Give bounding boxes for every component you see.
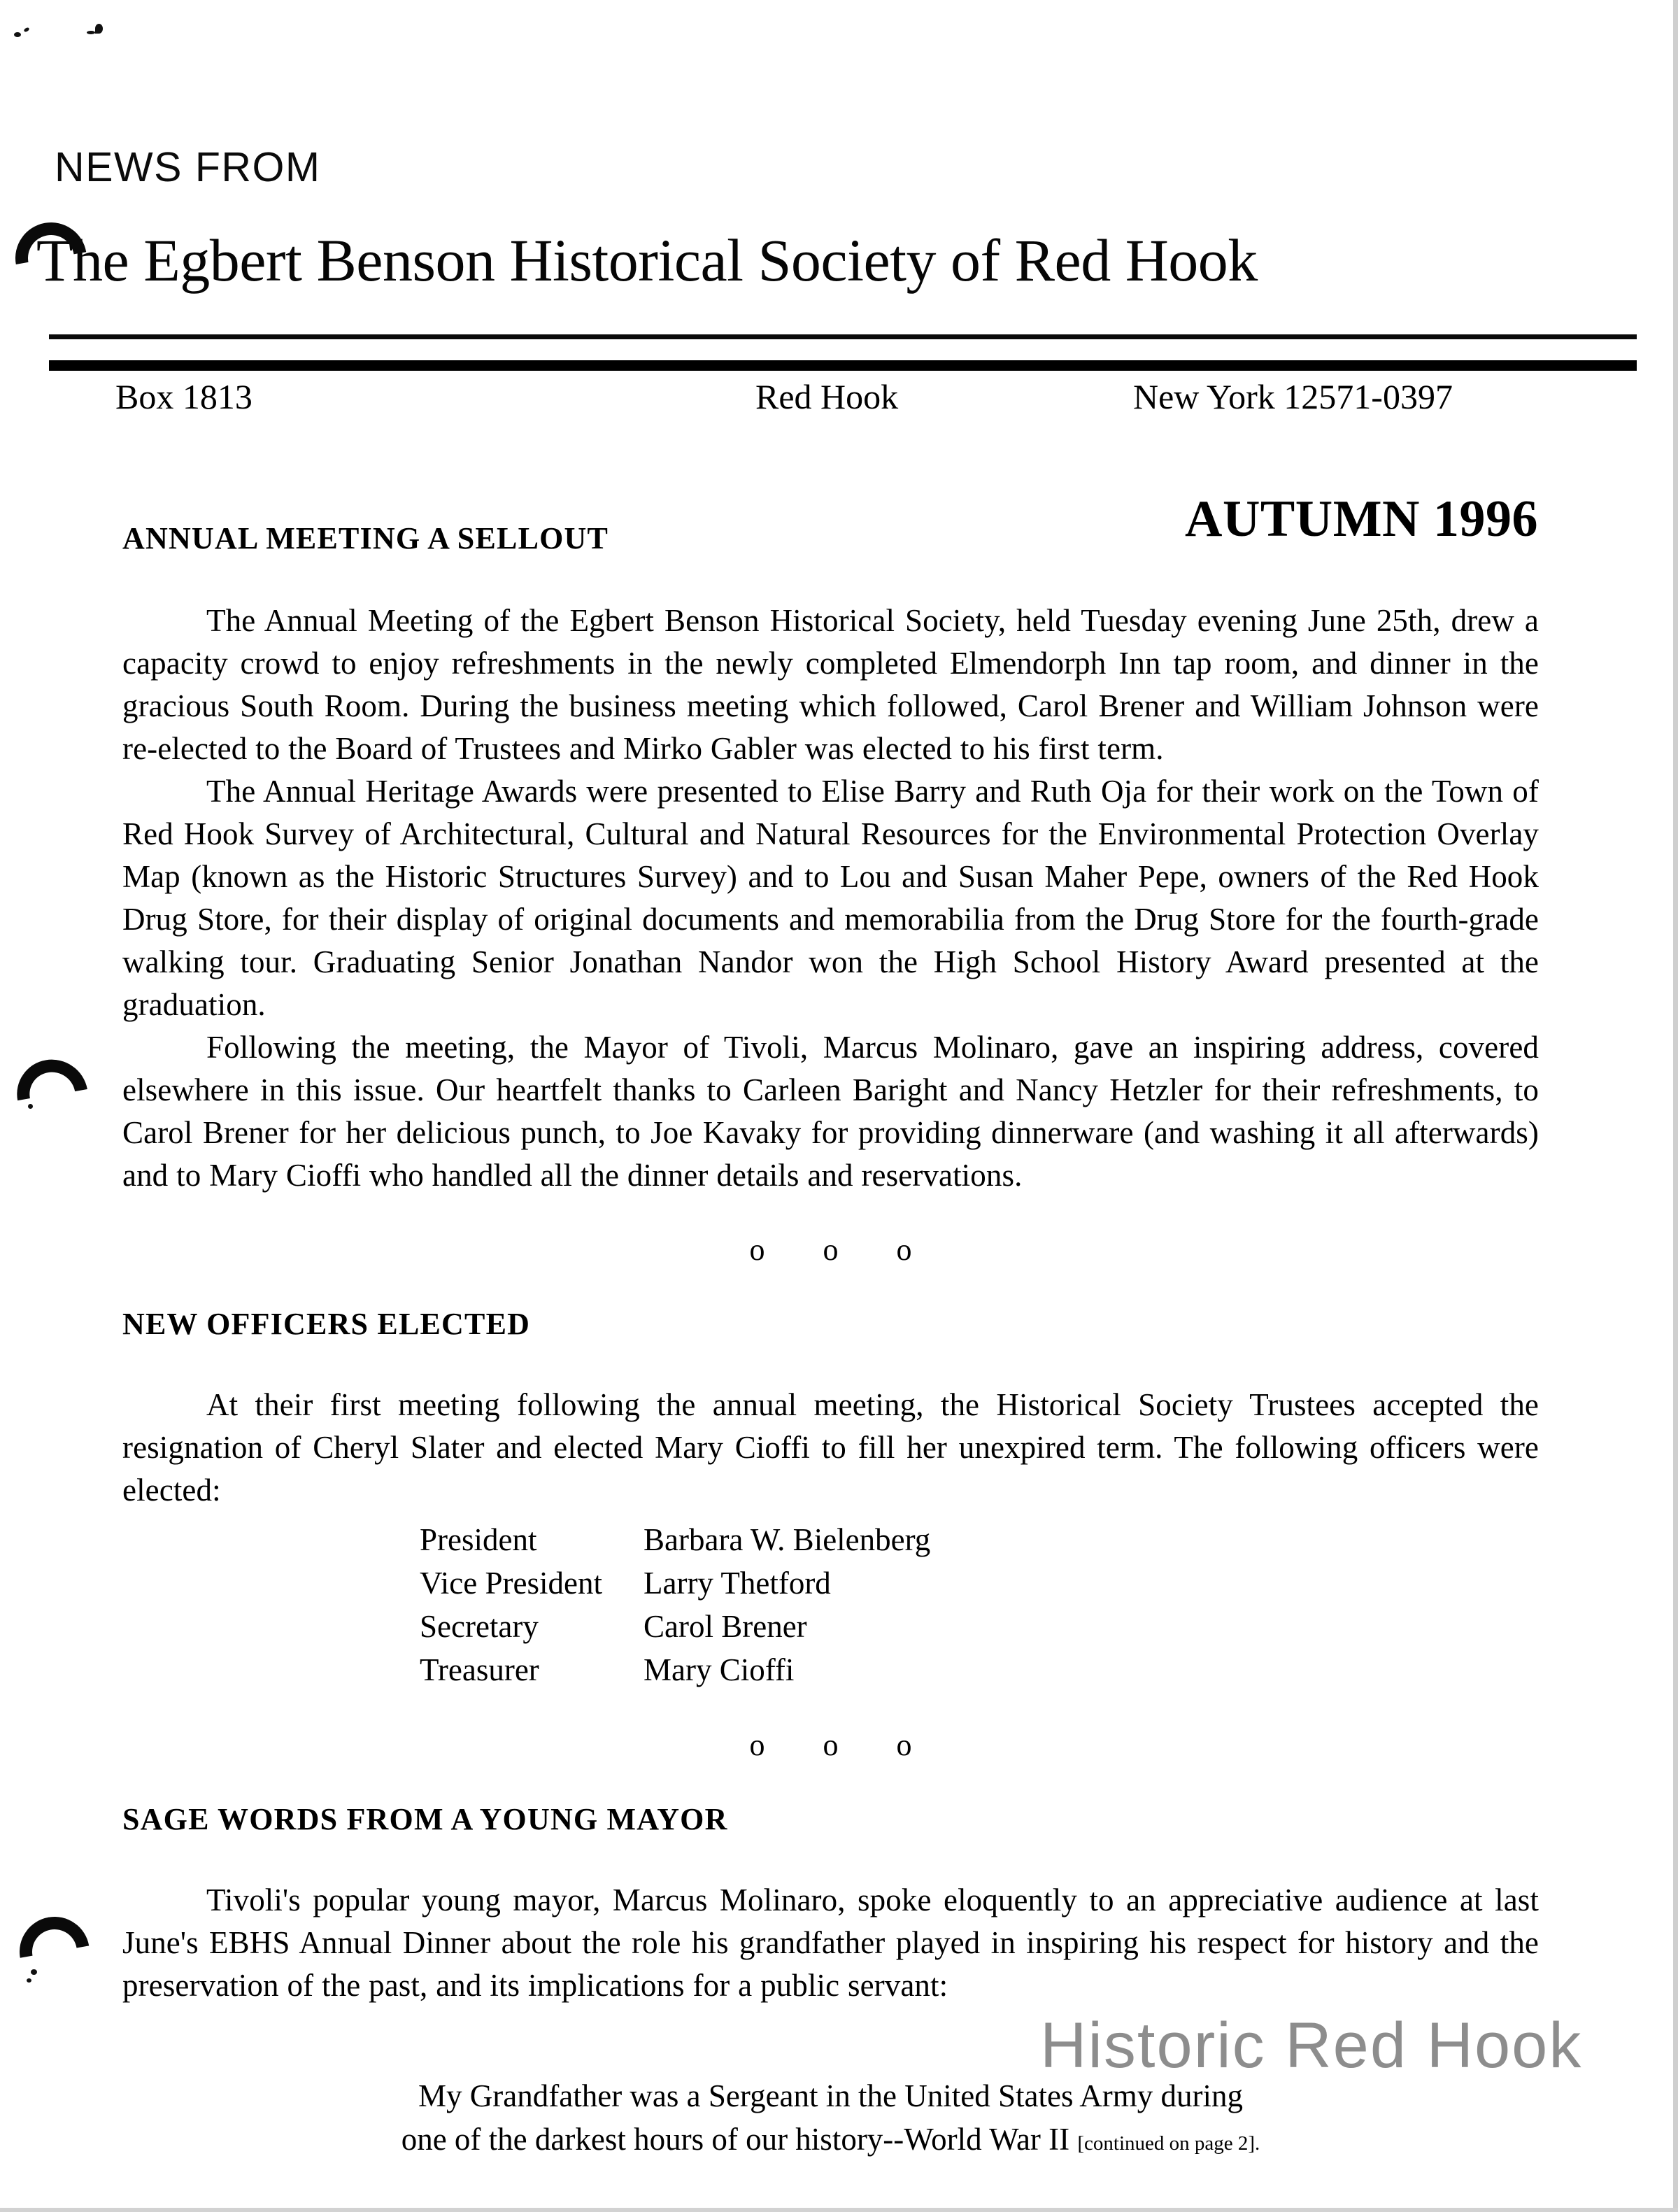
- officers-table: [420, 1520, 930, 1694]
- officer-name: Mary Cioffi: [644, 1652, 795, 1687]
- mayor-quote-line-2-wrap: [122, 2118, 1539, 2165]
- society-title: The Egbert Benson Historical Society of Red Hook: [36, 227, 1258, 294]
- section-heading-annual-meeting: ANNUAL MEETING A SELLOUT: [122, 521, 609, 555]
- scan-speck: [28, 1104, 33, 1109]
- section-heading-new-officers: NEW OFFICERS ELECTED: [122, 1307, 531, 1341]
- table-row: [420, 1520, 930, 1564]
- officer-name: Carol Brener: [644, 1609, 807, 1644]
- scan-edge-right: [1673, 0, 1678, 2212]
- scan-speck: [27, 1978, 31, 1983]
- table-row: [420, 1607, 930, 1650]
- scan-artifact-arc-bottom: [6, 1903, 103, 2000]
- officer-name: Larry Thetford: [644, 1566, 831, 1601]
- officer-role: Treasurer: [420, 1652, 539, 1687]
- section-heading-sage-words: SAGE WORDS FROM A YOUNG MAYOR: [122, 1802, 728, 1836]
- watermark-historic-red-hook: Historic Red Hook: [1040, 2010, 1583, 2081]
- section-separator-2: o o o: [749, 1728, 937, 1762]
- officer-name: Barbara W. Bielenberg: [644, 1522, 931, 1557]
- scan-speck: [31, 1969, 37, 1975]
- paragraph-sage-words-1: Tivoli's popular young mayor, Marcus Molinaro, spoke eloquently to an appreciative audience at last June's EBHS Annual Dinner about the role his grandfather played in inspiring his respect for history and the preservation of the past, and its implications for a public servant:: [122, 1883, 1539, 2003]
- address-town: Red Hook: [755, 377, 899, 416]
- mayor-quote-line-2: one of the darkest hours of our history--World War II: [401, 2122, 1070, 2157]
- mayor-quote-line-1: My Grandfather was a Sergeant in the United States Army during: [418, 2078, 1243, 2113]
- paragraph-new-officers-1: At their first meeting following the annual meeting, the Historical Society Trustees accepted the resignation of Cheryl Slater and elected Mary Cioffi to fill her unexpired term. The following officers were elected:: [122, 1387, 1539, 1508]
- article-column: [122, 0, 1539, 2165]
- section-separator-1: o o o: [749, 1233, 937, 1267]
- scan-speck: [95, 24, 103, 34]
- scan-speck: [87, 31, 95, 34]
- continued-note: [continued on page 2].: [1077, 2132, 1260, 2155]
- table-row: [420, 1650, 930, 1694]
- scan-speck: [14, 32, 21, 37]
- scan-edge-bottom: [0, 2208, 1678, 2212]
- issue-date: AUTUMN 1996: [1185, 490, 1538, 548]
- address-state-zip: New York 12571-0397: [1133, 377, 1453, 416]
- table-row: [420, 1564, 930, 1607]
- officer-role: President: [420, 1522, 537, 1557]
- paragraph-annual-meeting-2: The Annual Heritage Awards were presented to Elise Barry and Ruth Oja for their work on the Town of Red Hook Survey of Architectural, Cultural and Natural Resources for the Environmental Protection Overlay Map (known as the Historic Structures Survey) and to Lou and Susan Maher Pepe, owners of the Red Hook Drug Store, for their display of original documents and memorabilia from the Drug Store for the fourth-grade walking tour. Graduating Senior Jonathan Nandor won the High School History Award presented at the graduation.: [122, 774, 1539, 1022]
- officer-role: Vice President: [420, 1566, 602, 1601]
- paragraph-annual-meeting-1: The Annual Meeting of the Egbert Benson Historical Society, held Tuesday evening June 25th, drew a capacity crowd to enjoy refreshments in the newly completed Elmendorph Inn tap room, and dinner in the gracious South Room. During the business meeting which followed, Carol Brener and William Johnson were re-elected to the Board of Trustees and Mirko Gabler was elected to his first term.: [122, 603, 1539, 766]
- news-from-label: NEWS FROM: [55, 144, 321, 190]
- officer-role: Secretary: [420, 1609, 539, 1644]
- scan-speck: [23, 27, 29, 32]
- paragraph-annual-meeting-3: Following the meeting, the Mayor of Tivoli, Marcus Molinaro, gave an inspiring address, covered elsewhere in this issue. Our heartfelt thanks to Carleen Baright and Nancy Hetzler for their refreshments, to Carol Brener for her delicious punch, to Joe Kavaky for providing dinnerware (and washing it all afterwards) and to Mary Cioffi who handled all the dinner details and reservations.: [122, 1030, 1539, 1193]
- address-box: Box 1813: [115, 377, 253, 416]
- scan-artifact-arc-middle: [3, 1046, 102, 1144]
